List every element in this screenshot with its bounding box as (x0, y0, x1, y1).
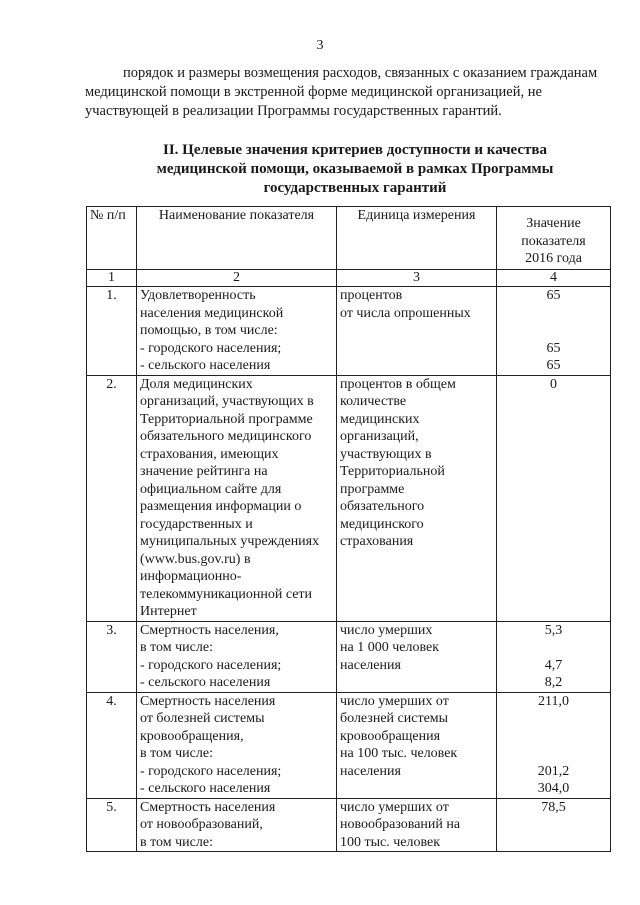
unit-line: число умерших (340, 622, 433, 638)
table-row (87, 798, 611, 852)
unit-of-measure (337, 375, 497, 621)
indicator-name-line: в том числе: (140, 640, 213, 655)
unit-of-measure (337, 621, 497, 692)
indicator-name-line: - сельского населения (140, 358, 271, 373)
header-value (497, 207, 611, 270)
indicator-value (497, 621, 611, 692)
indicator-name-line: Смертность населения (140, 799, 276, 815)
indicator-value (497, 375, 611, 621)
value-spacer (500, 728, 607, 746)
row-number: 2. (87, 375, 137, 621)
indicator-name-line: Доля медицинских (140, 376, 253, 392)
value-spacer (500, 305, 607, 323)
column-number: 1 (87, 270, 137, 287)
indicator-name-line: от новообразований, (140, 817, 263, 832)
indicator-name-line: значение рейтинга на (140, 464, 268, 479)
intro-line: медицинской помощи в экстренной форме медицинской организацией, не (85, 84, 542, 100)
section-title-line: II. Целевые значения критериев доступности и качества (162, 142, 548, 158)
row-number: 5. (87, 798, 137, 852)
unit-line: организаций, (340, 429, 419, 444)
indicator-name-line: Территориальной программе (140, 411, 313, 427)
indicator-name-line: - городского населения; (140, 763, 282, 779)
header-indicator-name: Наименование показателя (137, 207, 337, 270)
indicator-name-line: в том числе: (140, 746, 213, 761)
page-number: 3 (316, 38, 324, 53)
indicator-name-line: государственных и (140, 516, 253, 532)
unit-line: новообразований на (340, 817, 461, 832)
indicator-name-line: - сельского населения (140, 675, 271, 690)
criteria-table (86, 206, 611, 852)
header-value-line: показателя (521, 233, 586, 249)
header-value-line: 2016 года (525, 251, 582, 266)
unit-line: медицинского (340, 516, 424, 532)
value-line: 0 (550, 376, 557, 392)
value-line: 4,7 (544, 657, 563, 673)
indicator-value (497, 287, 611, 376)
value-line: 65 (546, 340, 561, 356)
indicator-name-line: Смертность населения (140, 693, 276, 709)
indicator-name-line: - сельского населения (140, 781, 271, 796)
value-line: 78,5 (541, 799, 566, 815)
indicator-name-line: муниципальных учреждениях (140, 534, 320, 549)
unit-line: медицинских (340, 411, 420, 427)
column-number: 2 (137, 270, 337, 287)
table-row (87, 692, 611, 798)
indicator-name-line: информационно- (140, 569, 242, 584)
unit-line: от числа опрошенных (340, 305, 471, 321)
value-spacer (500, 710, 607, 728)
intro-line: участвующей в реализации Программы государственных гарантий. (85, 103, 502, 119)
indicator-name-line: размещения информации о (140, 499, 302, 514)
intro-paragraph (85, 64, 609, 121)
unit-line: число умерших от (340, 799, 449, 815)
unit-line: обязательного (340, 499, 425, 514)
unit-line: количестве (340, 394, 407, 409)
table-row (87, 375, 611, 621)
unit-of-measure (337, 287, 497, 376)
indicator-name-line: населения медицинской (140, 305, 284, 321)
indicator-name-line: от болезней системы (140, 711, 265, 726)
section-title-line: государственных гарантий (263, 180, 447, 196)
value-line: 65 (546, 288, 561, 303)
indicator-name-line: (www.bus.gov.ru) в (140, 551, 251, 567)
unit-line: населения (340, 657, 401, 673)
unit-line: участвующих в (340, 446, 432, 462)
indicator-name-line: Удовлетворенность (140, 288, 256, 303)
indicator-name-line: кровообращения, (140, 728, 244, 744)
value-spacer (500, 322, 607, 340)
unit-line: кровообращения (340, 728, 441, 744)
unit-of-measure (337, 798, 497, 852)
table-row (87, 287, 611, 376)
value-line: 304,0 (537, 781, 570, 796)
intro-line: порядок и размеры возмещения расходов, связанных с оказанием гражданам (123, 65, 598, 81)
unit-of-measure (337, 692, 497, 798)
unit-line: на 1 000 человек (340, 640, 439, 655)
unit-line: число умерших от (340, 693, 449, 709)
value-line: 211,0 (538, 693, 569, 709)
table-row (87, 621, 611, 692)
table-header-row (87, 207, 611, 270)
row-number: 4. (87, 692, 137, 798)
header-value-line: Значение (526, 216, 581, 231)
table-body (87, 287, 611, 852)
indicator-value (497, 798, 611, 852)
indicator-name-line: официальном сайте для (140, 481, 282, 497)
value-line: 65 (546, 358, 561, 373)
value-spacer (500, 745, 607, 763)
indicator-name-line: телекоммуникационной сети (140, 586, 313, 602)
indicator-name (137, 798, 337, 852)
unit-line: страхования (340, 534, 414, 549)
value-line: 5,3 (544, 622, 563, 638)
header-number: № п/п (87, 207, 137, 270)
unit-line: на 100 тыс. человек (340, 746, 458, 761)
unit-line: процентов в общем (340, 376, 456, 392)
indicator-name (137, 692, 337, 798)
indicator-name (137, 287, 337, 376)
unit-line: программе (340, 481, 405, 497)
value-line: 201,2 (537, 763, 570, 779)
section-title (100, 141, 610, 198)
unit-line: населения (340, 763, 401, 779)
indicator-name-line: в том числе: (140, 834, 213, 850)
indicator-name (137, 375, 337, 621)
column-number: 3 (337, 270, 497, 287)
indicator-value (497, 692, 611, 798)
value-spacer (500, 639, 607, 657)
unit-line: 100 тыс. человек (340, 834, 441, 850)
row-number: 1. (87, 287, 137, 376)
indicator-name-line: помощью, в том числе: (140, 323, 278, 338)
indicator-name-line: Интернет (140, 604, 197, 619)
section-title-line: медицинской помощи, оказываемой в рамках Программы (156, 161, 554, 177)
row-number: 3. (87, 621, 137, 692)
indicator-name-line: организаций, участвующих в (140, 394, 314, 409)
header-unit: Единица измерения (337, 207, 497, 270)
unit-line: процентов (340, 288, 403, 303)
column-numbers-row (87, 270, 611, 287)
indicator-name-line: страхования, имеющих (140, 446, 279, 462)
indicator-name-line: - городского населения; (140, 340, 282, 356)
indicator-name (137, 621, 337, 692)
column-number: 4 (497, 270, 611, 287)
indicator-name-line: Смертность населения, (140, 622, 279, 638)
indicator-name-line: - городского населения; (140, 657, 282, 673)
unit-line: Территориальной (340, 464, 445, 479)
indicator-name-line: обязательного медицинского (140, 429, 312, 444)
unit-line: болезней системы (340, 711, 449, 726)
value-line: 8,2 (544, 675, 563, 690)
